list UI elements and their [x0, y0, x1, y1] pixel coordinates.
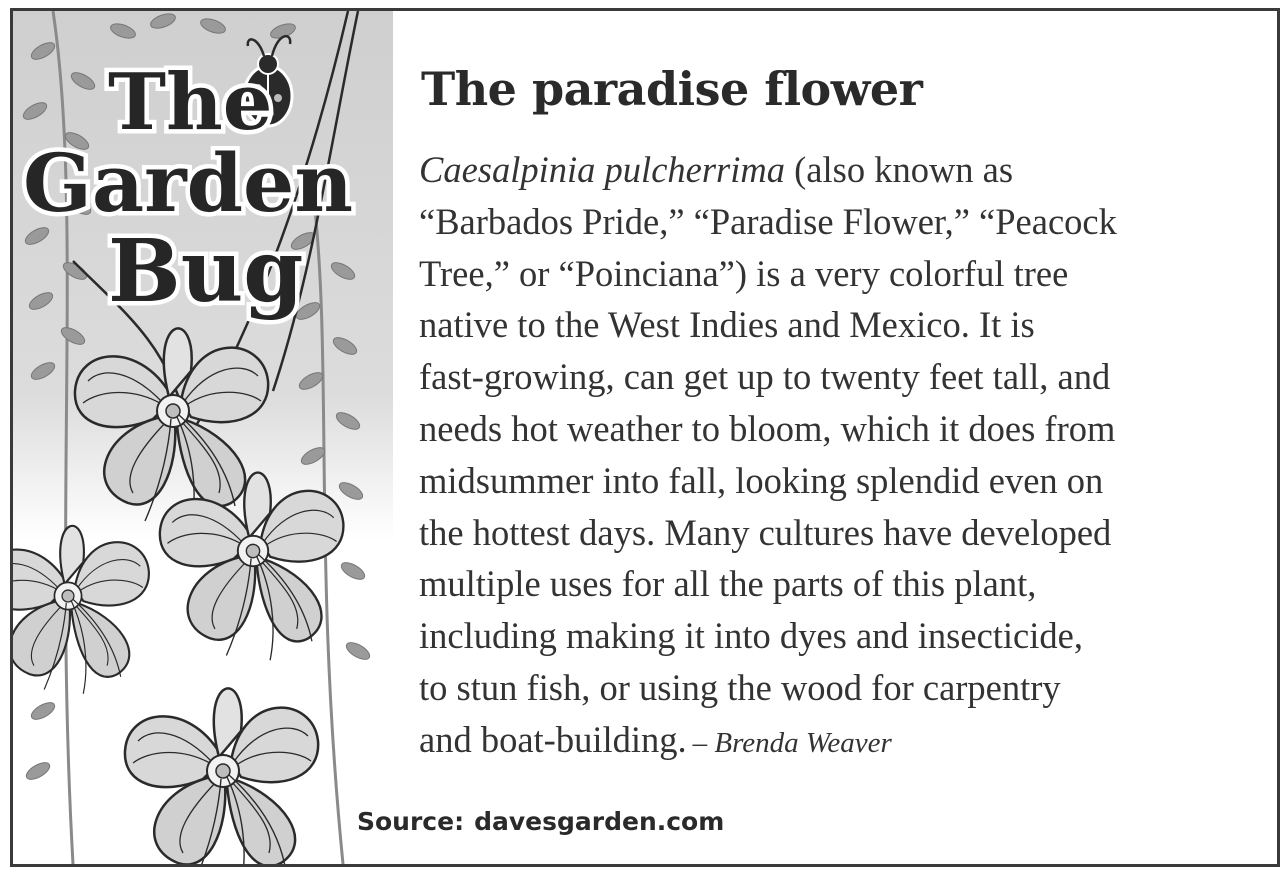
body-line: “Barbados Pride,” “Paradise Flower,” “Peacock [419, 200, 1117, 242]
species-name: Caesalpinia pulcherrima [419, 149, 785, 190]
body-line: including making it into dyes and insecticide, [419, 615, 1083, 657]
illustration-panel [13, 11, 393, 864]
column-frame [10, 8, 1280, 867]
logo-word-garden: Garden [23, 136, 353, 230]
logo-word-the: The [108, 57, 273, 148]
source-credit [357, 806, 724, 838]
article-body [419, 144, 1269, 770]
body-line: midsummer into fall, looking splendid even on [419, 459, 1104, 501]
body-line: to stun fish, or using the wood for carpentry [419, 666, 1061, 708]
logo-word-bug: Bug [108, 221, 304, 322]
author-byline: – Brenda Weaver [692, 726, 892, 759]
body-line [419, 144, 1269, 196]
body-line: Tree,” or “Poinciana”) is a very colorful tree [419, 252, 1069, 294]
body-line [419, 714, 1269, 770]
body-line: fast-growing, can get up to twenty feet tall, and [419, 356, 1111, 398]
source-value: davesgarden.com [474, 807, 725, 836]
paradise-flower-illustration [13, 11, 393, 864]
body-line-text: and boat-building. [419, 718, 687, 760]
body-line: the hottest days. Many cultures have developed [419, 511, 1112, 553]
source-label: Source: [357, 807, 465, 836]
body-line: multiple uses for all the parts of this plant, [419, 563, 1037, 605]
body-line-text: (also known as [785, 149, 1014, 190]
body-line: native to the West Indies and Mexico. It is [419, 304, 1035, 346]
article-title: The paradise flower [421, 62, 923, 116]
body-line: needs hot weather to bloom, which it does from [419, 407, 1116, 449]
